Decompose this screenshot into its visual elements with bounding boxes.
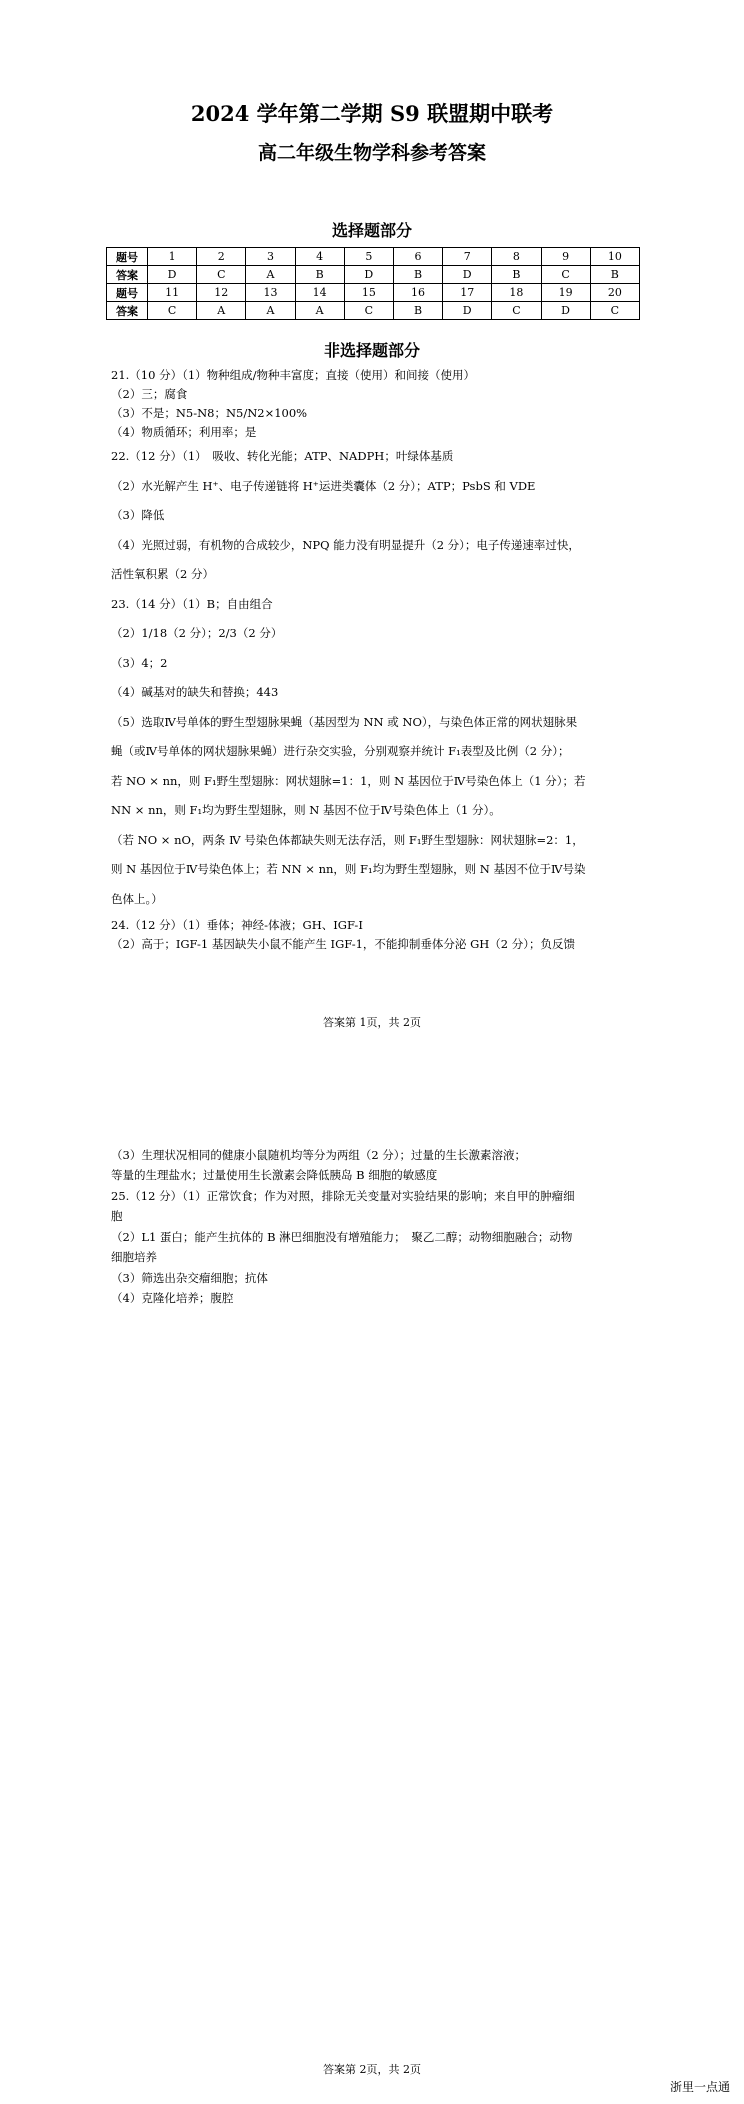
answer-line: （4）克隆化培养；腹腔 xyxy=(111,1291,234,1305)
nonchoice-section-heading: 非选择题部分 xyxy=(323,341,420,360)
table-row xyxy=(107,266,640,284)
table-cell: 12 xyxy=(197,284,246,302)
answer-line: 胞 xyxy=(111,1209,123,1223)
table-cell: B xyxy=(393,266,442,284)
table-cell: 16 xyxy=(393,284,442,302)
answer-line: （5）选取Ⅳ号单体的野生型翅脉果蝇（基因型为 NN 或 NO），与染色体正常的网状翅脉果 xyxy=(111,715,578,729)
answer-line: 活性氧积累（2 分） xyxy=(111,567,214,581)
answer-line: （2）L1 蛋白；能产生抗体的 B 淋巴细胞没有增殖能力； 聚乙二醇；动物细胞融合；动物 xyxy=(111,1230,573,1244)
answer-line: 22.（12 分）（1） 吸收、转化光能；ATP、NADPH；叶绿体基质 xyxy=(111,449,454,463)
table-cell: 4 xyxy=(295,248,344,266)
answer-table xyxy=(106,247,640,320)
table-cell: B xyxy=(590,266,639,284)
answer-line: 等量的生理盐水；过量使用生长激素会降低胰岛 B 细胞的敏感度 xyxy=(111,1168,438,1182)
table-cell: D xyxy=(541,302,590,320)
table-cell: 18 xyxy=(492,284,541,302)
table-cell: C xyxy=(148,302,197,320)
table-cell: 8 xyxy=(492,248,541,266)
answer-line: 25.（12 分）（1）正常饮食；作为对照，排除无关变量对实验结果的影响；来自甲的肿瘤细 xyxy=(111,1189,575,1203)
answer-line: （2）水光解产生 H⁺、电子传递链将 H⁺运进类囊体（2 分）；ATP；PsbS 和 VDE xyxy=(111,479,536,493)
table-cell: 6 xyxy=(393,248,442,266)
table-cell: 17 xyxy=(443,284,492,302)
page-footer: 答案第 1页，共 2页 xyxy=(323,1016,421,1029)
table-cell: 10 xyxy=(590,248,639,266)
page-subtitle: 高二年级生物学科参考答案 xyxy=(257,142,486,164)
answer-line: 细胞培养 xyxy=(111,1250,157,1264)
answer-line: （4）物质循环；利用率；是 xyxy=(111,425,257,439)
table-cell: C xyxy=(590,302,639,320)
answer-line: （3）筛选出杂交瘤细胞；抗体 xyxy=(111,1271,268,1285)
table-row xyxy=(107,302,640,320)
answer-line: （2）1/18（2 分）；2/3（2 分） xyxy=(111,626,283,640)
table-cell: 19 xyxy=(541,284,590,302)
table-row xyxy=(107,284,640,302)
answer-line: 若 NO × nn，则 F₁野生型翅脉：网状翅脉=1：1，则 N 基因位于Ⅳ号染色体上（1 分）；若 xyxy=(111,774,586,788)
table-cell: D xyxy=(344,266,393,284)
row-label: 题号 xyxy=(107,284,148,302)
answer-line: （4）光照过弱，有机物的合成较少，NPQ 能力没有明显提升（2 分）；电子传递速率过快， xyxy=(111,538,580,552)
answer-line: 色体上。） xyxy=(111,892,163,906)
table-cell: 7 xyxy=(443,248,492,266)
table-cell: C xyxy=(541,266,590,284)
row-label: 答案 xyxy=(107,302,148,320)
answer-line: （2）高于；IGF-1 基因缺失小鼠不能产生 IGF-1，不能抑制垂体分泌 GH（2 分）；负反馈 xyxy=(111,937,576,951)
row-label: 题号 xyxy=(107,248,148,266)
table-cell: 14 xyxy=(295,284,344,302)
brand-watermark: 浙里一点通 xyxy=(669,2080,730,2094)
answer-line: NN × nn，则 F₁均为野生型翅脉，则 N 基因不位于Ⅳ号染色体上（1 分）。 xyxy=(111,803,501,817)
table-cell: A xyxy=(295,302,344,320)
table-cell: 1 xyxy=(148,248,197,266)
answer-line: （3）4；2 xyxy=(111,656,168,670)
row-label: 答案 xyxy=(107,266,148,284)
answer-line: 24.（12 分）（1）垂体；神经-体液；GH、IGF-I xyxy=(111,918,363,932)
table-cell: 20 xyxy=(590,284,639,302)
table-cell: A xyxy=(246,266,295,284)
table-cell: B xyxy=(295,266,344,284)
answer-line: 则 N 基因位于Ⅳ号染色体上；若 NN × nn，则 F₁均为野生型翅脉，则 N 基因不位于Ⅳ号染 xyxy=(111,862,586,876)
table-cell: 13 xyxy=(246,284,295,302)
table-cell: 2 xyxy=(197,248,246,266)
page-title: 2024 学年第二学期 S9 联盟期中联考 xyxy=(190,101,554,126)
table-cell: C xyxy=(197,266,246,284)
table-cell: 11 xyxy=(148,284,197,302)
page-footer: 答案第 2页，共 2页 xyxy=(323,2063,421,2076)
table-cell: C xyxy=(492,302,541,320)
table-cell: B xyxy=(393,302,442,320)
table-cell: D xyxy=(148,266,197,284)
table-cell: D xyxy=(443,302,492,320)
answer-line: （3）不是；N5-N8；N5/N2×100% xyxy=(111,406,308,420)
table-cell: A xyxy=(197,302,246,320)
choice-section-heading: 选择题部分 xyxy=(331,221,412,240)
answer-line: （2）三；腐食 xyxy=(111,387,188,401)
answer-line: （3）生理状况相同的健康小鼠随机均等分为两组（2 分）；过量的生长激素溶液； xyxy=(111,1148,527,1162)
table-cell: 3 xyxy=(246,248,295,266)
table-cell: C xyxy=(344,302,393,320)
table-row xyxy=(107,248,640,266)
answer-line: 23.（14 分）（1）B；自由组合 xyxy=(111,597,273,611)
table-cell: 15 xyxy=(344,284,393,302)
answer-line: （若 NO × nO，两条 Ⅳ 号染色体都缺失则无法存活，则 F₁野生型翅脉：网状翅脉=2：1， xyxy=(111,833,584,847)
answer-line: （3）降低 xyxy=(111,508,165,522)
table-cell: 5 xyxy=(344,248,393,266)
answer-line: （4）碱基对的缺失和替换；443 xyxy=(111,685,279,699)
table-cell: D xyxy=(443,266,492,284)
answer-line: 蝇（或Ⅳ号单体的网状翅脉果蝇）进行杂交实验，分别观察并统计 F₁表型及比例（2 分）； xyxy=(111,744,570,758)
table-cell: A xyxy=(246,302,295,320)
table-cell: 9 xyxy=(541,248,590,266)
table-cell: B xyxy=(492,266,541,284)
answer-line: 21.（10 分）（1）物种组成/物种丰富度；直接（使用）和间接（使用） xyxy=(111,368,476,382)
